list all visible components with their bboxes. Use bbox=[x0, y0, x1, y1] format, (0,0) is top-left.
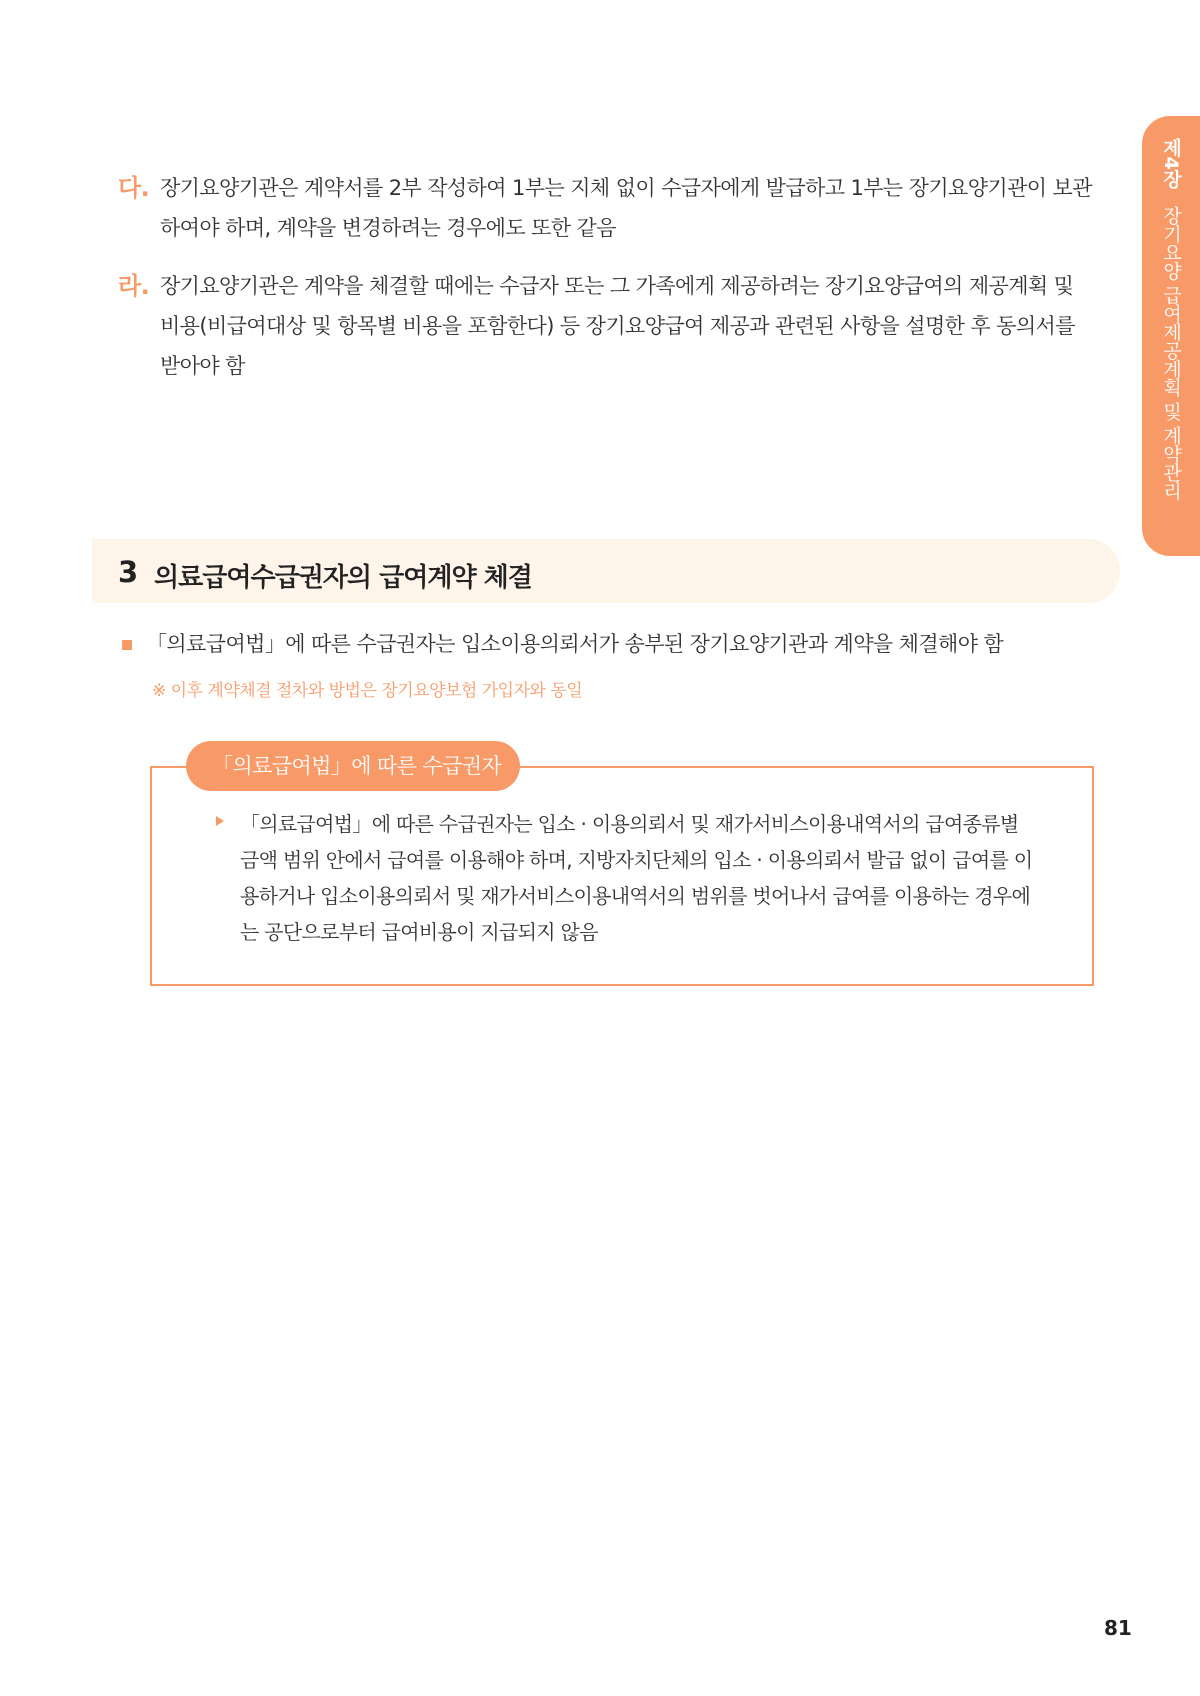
list-item-ra bbox=[118, 266, 1098, 386]
list-item-text: 장기요양기관은 계약서를 2부 작성하여 1부는 지체 없이 수급자에게 발급하고 1부는 장기요양기관이 보관하여야 하며, 계약을 변경하려는 경우에도 또한 같음 bbox=[160, 176, 1092, 240]
list-item-da bbox=[118, 168, 1098, 248]
info-box-text: 「의료급여법」에 따른 수급권자는 입소 · 이용의뢰서 및 재가서비스이용내역서의 급여종류별 금액 범위 안에서 급여를 이용해야 하며, 지방자치단체의 입소 · 이용의뢰서 발급 없이 급여를 이용하거나 입소이용의뢰서 및 재가서비스이용내역서의 범위를 벗어나서 급여를 이용하는 경우에는 공단으로부터 급여비용이 지급되지 않음 bbox=[240, 812, 1033, 944]
chapter-number: 제4장 bbox=[1160, 138, 1182, 188]
list-marker: 라. bbox=[118, 272, 150, 300]
chapter-side-tab-label bbox=[1158, 138, 1185, 500]
list-marker: 다. bbox=[118, 174, 150, 202]
bullet-note: ※ 이후 계약체결 절차와 방법은 장기요양보험 가입자와 동일 bbox=[152, 681, 583, 701]
page-number: 81 bbox=[1104, 1616, 1132, 1640]
info-box-label: 「의료급여법」에 따른 수급권자 bbox=[186, 741, 520, 791]
triangle-bullet-icon bbox=[216, 816, 224, 826]
chapter-title: 장기요양 급여제공계획 및 계약관리 bbox=[1160, 205, 1182, 500]
bullet-text: 「의료급여법」에 따른 수급권자는 입소이용의뢰서가 송부된 장기요양기관과 계약을 체결해야 함 bbox=[146, 632, 1004, 656]
section-number: 3 bbox=[118, 555, 139, 589]
square-bullet-icon bbox=[122, 640, 132, 650]
list-item-text: 장기요양기관은 계약을 체결할 때에는 수급자 또는 그 가족에게 제공하려는 장기요양급여의 제공계획 및 비용(비급여대상 및 항목별 비용을 포함한다) 등 장기요양급여 제공과 관련된 사항을 설명한 후 동의서를 받아야 함 bbox=[160, 274, 1075, 378]
section-title: 의료급여수급권자의 급여계약 체결 bbox=[154, 563, 532, 593]
